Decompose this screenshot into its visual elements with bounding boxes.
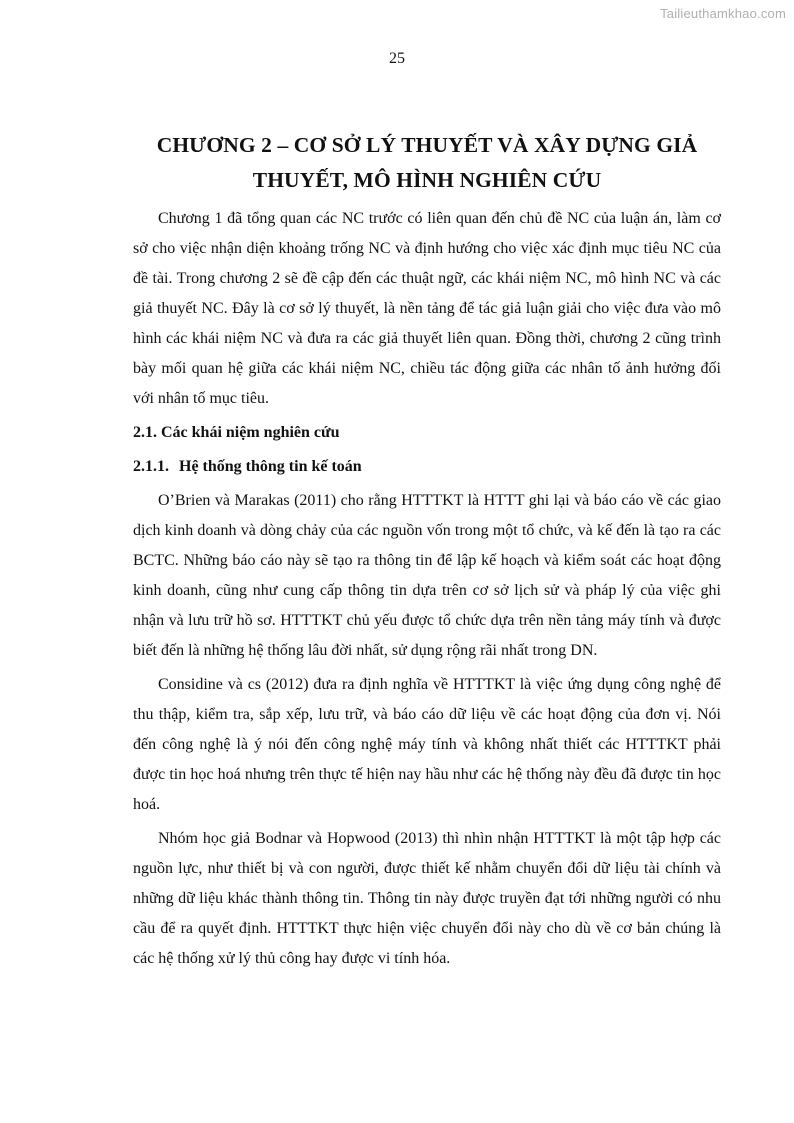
- section-heading-2-1-1: [133, 452, 721, 482]
- section-number: 2.1.1.: [133, 458, 169, 475]
- chapter-title-line1: CHƯƠNG 2 – CƠ SỞ LÝ THUYẾT VÀ XÂY DỰNG GIẢ: [156, 133, 698, 157]
- body-paragraph-obrien: O’Brien và Marakas (2011) cho rằng HTTTKT là HTTT ghi lại và báo cáo về các giao dịch kinh doanh và dòng chảy của các nguồn vốn trong một tổ chức, và kế đến là tạo ra các BCTC. Những báo cáo này sẽ tạo ra thông tin để lập kế hoạch và kiểm soát các hoạt động kinh doanh, cũng như cung cấp thông tin dựa trên cơ sở lịch sử và pháp lý của việc ghi nhận và lưu trữ hồ sơ. HTTTKT chủ yếu được tổ chức dựa trên nền tảng máy tính và được biết đến là những hệ thống lâu đời nhất, sử dụng rộng rãi nhất trong DN.: [133, 492, 721, 659]
- watermark-text: Tailieuthamkhao.com: [660, 6, 786, 21]
- section-heading-2-1: 2.1. Các khái niệm nghiên cứu: [133, 424, 340, 441]
- page-number: 25: [389, 50, 405, 67]
- page-content: [133, 128, 721, 978]
- chapter-title: [133, 128, 721, 198]
- body-paragraph-bodnar: Nhóm học giả Bodnar và Hopwood (2013) thì nhìn nhận HTTTKT là một tập hợp các nguồn lực, như thiết bị và con người, được thiết kế nhằm chuyển đổi dữ liệu tài chính và những dữ liệu khác thành thông tin. Thông tin này được truyền đạt tới những người có nhu cầu để ra quyết định. HTTTKT thực hiện việc chuyển đổi này cho dù về cơ bản chúng là các hệ thống xử lý thủ công hay được vi tính hóa.: [133, 830, 721, 967]
- body-paragraph-considine: Considine và cs (2012) đưa ra định nghĩa về HTTTKT là việc ứng dụng công nghệ để thu thập, kiểm tra, sắp xếp, lưu trữ, và báo cáo dữ liệu về các hoạt động của đơn vị. Nói đến công nghệ là ý nói đến công nghệ máy tính và không nhất thiết các HTTTKT phải được tin học hoá nhưng trên thực tế hiện nay hầu như các hệ thống này đều đã được tin học hoá.: [133, 676, 721, 813]
- section-title: Hệ thống thông tin kế toán: [179, 458, 362, 475]
- intro-paragraph: Chương 1 đã tổng quan các NC trước có liên quan đến chủ đề NC của luận án, làm cơ sở cho việc nhận diện khoảng trống NC và định hướng cho việc xác định mục tiêu NC của đề tài. Trong chương 2 sẽ đề cập đến các thuật ngữ, các khái niệm NC, mô hình NC và các giả thuyết NC. Đây là cơ sở lý thuyết, là nền tảng để tác giả luận giải cho việc đưa vào mô hình các khái niệm NC và đưa ra các giả thuyết liên quan. Đồng thời, chương 2 cũng trình bày mối quan hệ giữa các khái niệm NC, chiều tác động giữa các nhân tố ảnh hưởng đối với nhân tố mục tiêu.: [133, 210, 721, 407]
- chapter-title-line2: THUYẾT, MÔ HÌNH NGHIÊN CỨU: [252, 168, 602, 192]
